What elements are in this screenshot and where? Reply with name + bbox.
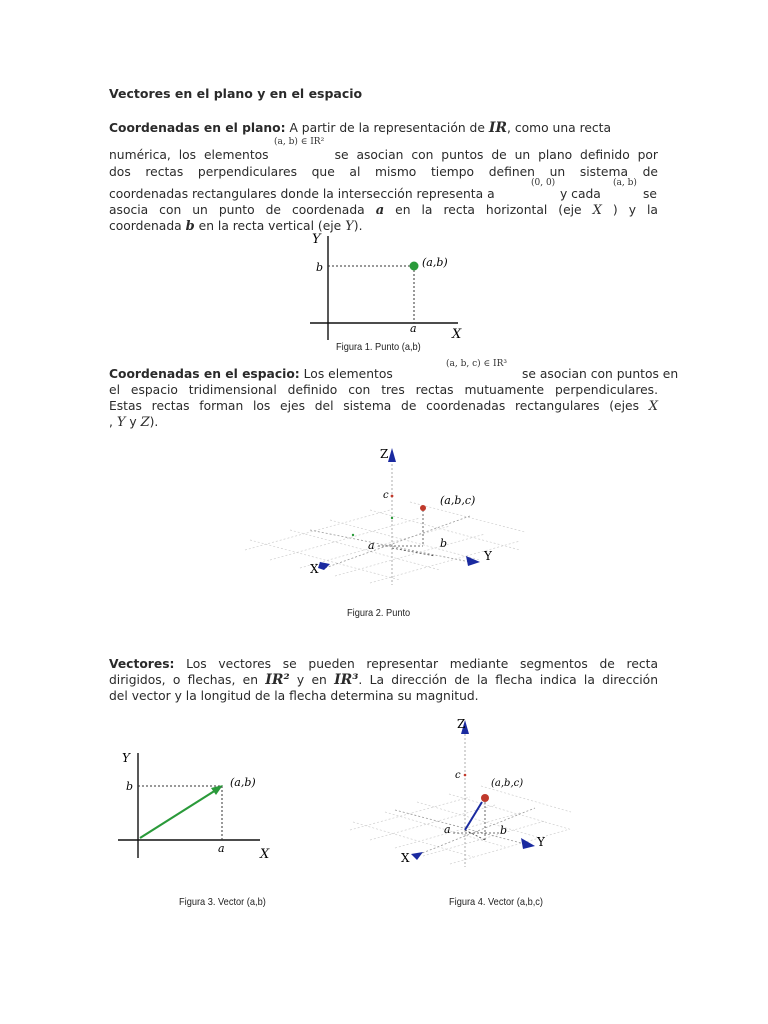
vector-ab <box>140 790 216 838</box>
z-label: Z <box>457 717 466 731</box>
figure-1-point-2d <box>300 228 480 346</box>
vector-arrowhead-icon <box>211 785 223 795</box>
espacio-text: , <box>109 415 113 429</box>
vectores-line-1 <box>109 656 658 673</box>
x-axis <box>325 516 470 568</box>
c-marker <box>391 495 394 498</box>
z-arrow-icon <box>388 448 396 462</box>
espacio-line-1b: se asocian con puntos en <box>522 367 679 381</box>
c-label: c <box>383 490 389 501</box>
plano-text: se asocian con puntos de un plano definido por <box>334 148 658 162</box>
point-label: (a,b,c) <box>440 494 476 507</box>
y-label: Y <box>122 751 130 765</box>
page-title: Vectores en el plano y en el espacio <box>109 86 363 101</box>
figure-4-vector-3d <box>345 712 575 872</box>
plano-text: ). <box>353 219 363 233</box>
math-x: X <box>648 399 658 414</box>
vectores-text: Los vectores se pueden representar mediante segmentos de recta <box>186 657 658 671</box>
math-r2: IR² <box>265 672 290 688</box>
math-x: X <box>592 203 602 218</box>
b-label: b <box>500 824 508 837</box>
plano-text: , como una recta <box>507 121 612 135</box>
plano-text: asocia con un punto de coordenada <box>109 203 365 217</box>
b-label: b <box>316 261 324 274</box>
x-label: X <box>401 851 410 865</box>
math-element-abc-in-r3: (a, b, c) ∈ IR³ <box>446 359 507 369</box>
math-z: Z <box>140 415 150 430</box>
plano-text: coordenada <box>109 219 182 233</box>
plano-text: A partir de la representación de <box>289 121 485 135</box>
math-a: a <box>375 203 385 218</box>
vectores-line-2 <box>109 672 658 689</box>
vectores-text: dirigidos, o flechas, en <box>109 673 258 687</box>
y-label: Y <box>484 549 492 563</box>
math-origin: (0, 0) <box>531 178 556 188</box>
vectores-text: . La dirección de la flecha indica la dirección <box>358 673 658 687</box>
plano-text: en la recta horizontal (eje <box>395 203 582 217</box>
vectores-heading: Vectores: <box>109 657 175 671</box>
espacio-text: Los elementos <box>303 367 393 381</box>
y-arrow-icon <box>466 556 480 566</box>
point-label: (a,b,c) <box>491 778 524 789</box>
plano-text: coordenadas rectangulares donde la intersección representa a <box>109 187 495 201</box>
vectores-text: y en <box>296 673 327 687</box>
plano-line-2 <box>109 147 658 164</box>
plano-text: en la recta vertical (eje <box>198 219 342 233</box>
x-label: X <box>260 847 270 862</box>
figure-1-caption: Figura 1. Punto (a,b) <box>336 341 421 353</box>
figure-2-caption: Figura 2. Punto <box>347 607 411 619</box>
marker <box>391 517 393 519</box>
y-label: Y <box>312 232 321 247</box>
plano-text: ) y la <box>612 203 658 217</box>
plano-text: numérica, los elementos <box>109 148 269 162</box>
espacio-heading: Coordenadas en el espacio: <box>109 367 300 381</box>
espacio-line-1 <box>109 366 393 383</box>
plano-line-4c: se <box>643 187 657 201</box>
b-guide <box>392 548 435 556</box>
point-ab <box>410 262 419 271</box>
figure-3-caption: Figura 3. Vector (a,b) <box>179 896 266 908</box>
espacio-line-2: el espacio tridimensional definido con tres rectas mutuamente perpendiculares. <box>109 383 658 397</box>
figure-2-point-3d <box>240 440 530 590</box>
figure-3-vector-2d <box>110 748 290 863</box>
x-arrow-icon <box>411 852 423 860</box>
math-ab: (a, b) <box>613 178 637 188</box>
a-label: a <box>218 842 225 855</box>
x-arrow-icon <box>318 562 330 570</box>
grid-plane <box>245 502 525 583</box>
vectores-line-3: del vector y la longitud de la flecha determina su magnitud. <box>109 689 479 703</box>
c-marker <box>464 774 467 777</box>
point-abc <box>481 794 489 802</box>
plano-heading: Coordenadas en el plano: <box>109 121 286 135</box>
plano-line-3: dos rectas perpendiculares que al mismo tiempo definen un sistema de <box>109 165 658 179</box>
math-y: Y <box>116 415 126 430</box>
espacio-text: y <box>129 415 137 429</box>
figure-4-caption: Figura 4. Vector (a,b,c) <box>449 896 543 908</box>
point-abc <box>420 505 426 511</box>
plano-line-1 <box>109 120 658 137</box>
math-r3: IR³ <box>334 672 359 688</box>
math-element-ab-in-r2: (a, b) ∈ IR² <box>274 137 325 147</box>
plano-line-4b: y cada <box>560 187 601 201</box>
espacio-line-3 <box>109 398 658 416</box>
a-label: a <box>410 322 417 335</box>
z-label: Z <box>380 447 389 461</box>
espacio-line-4 <box>109 414 158 432</box>
b-label: b <box>126 780 134 793</box>
espacio-text: ). <box>149 415 159 429</box>
math-y: Y <box>345 219 354 234</box>
point-label: (a,b) <box>230 776 256 789</box>
espacio-text: Estas rectas forman los ejes del sistema de coordenadas rectangulares (ejes <box>109 399 639 413</box>
c-label: c <box>455 770 461 781</box>
a-label: a <box>368 539 375 552</box>
real-numbers-symbol: IR <box>488 120 508 136</box>
point-label: (a,b) <box>422 256 448 269</box>
a-label: a <box>444 823 451 836</box>
grid-plane <box>350 786 571 864</box>
y-label: Y <box>537 835 545 849</box>
y-arrow-icon <box>521 838 535 849</box>
b-label: b <box>440 537 448 550</box>
plano-line-5 <box>109 202 658 220</box>
math-b: b <box>185 219 195 234</box>
marker <box>352 534 354 536</box>
x-label: X <box>310 562 319 576</box>
x-label: X <box>452 327 462 342</box>
